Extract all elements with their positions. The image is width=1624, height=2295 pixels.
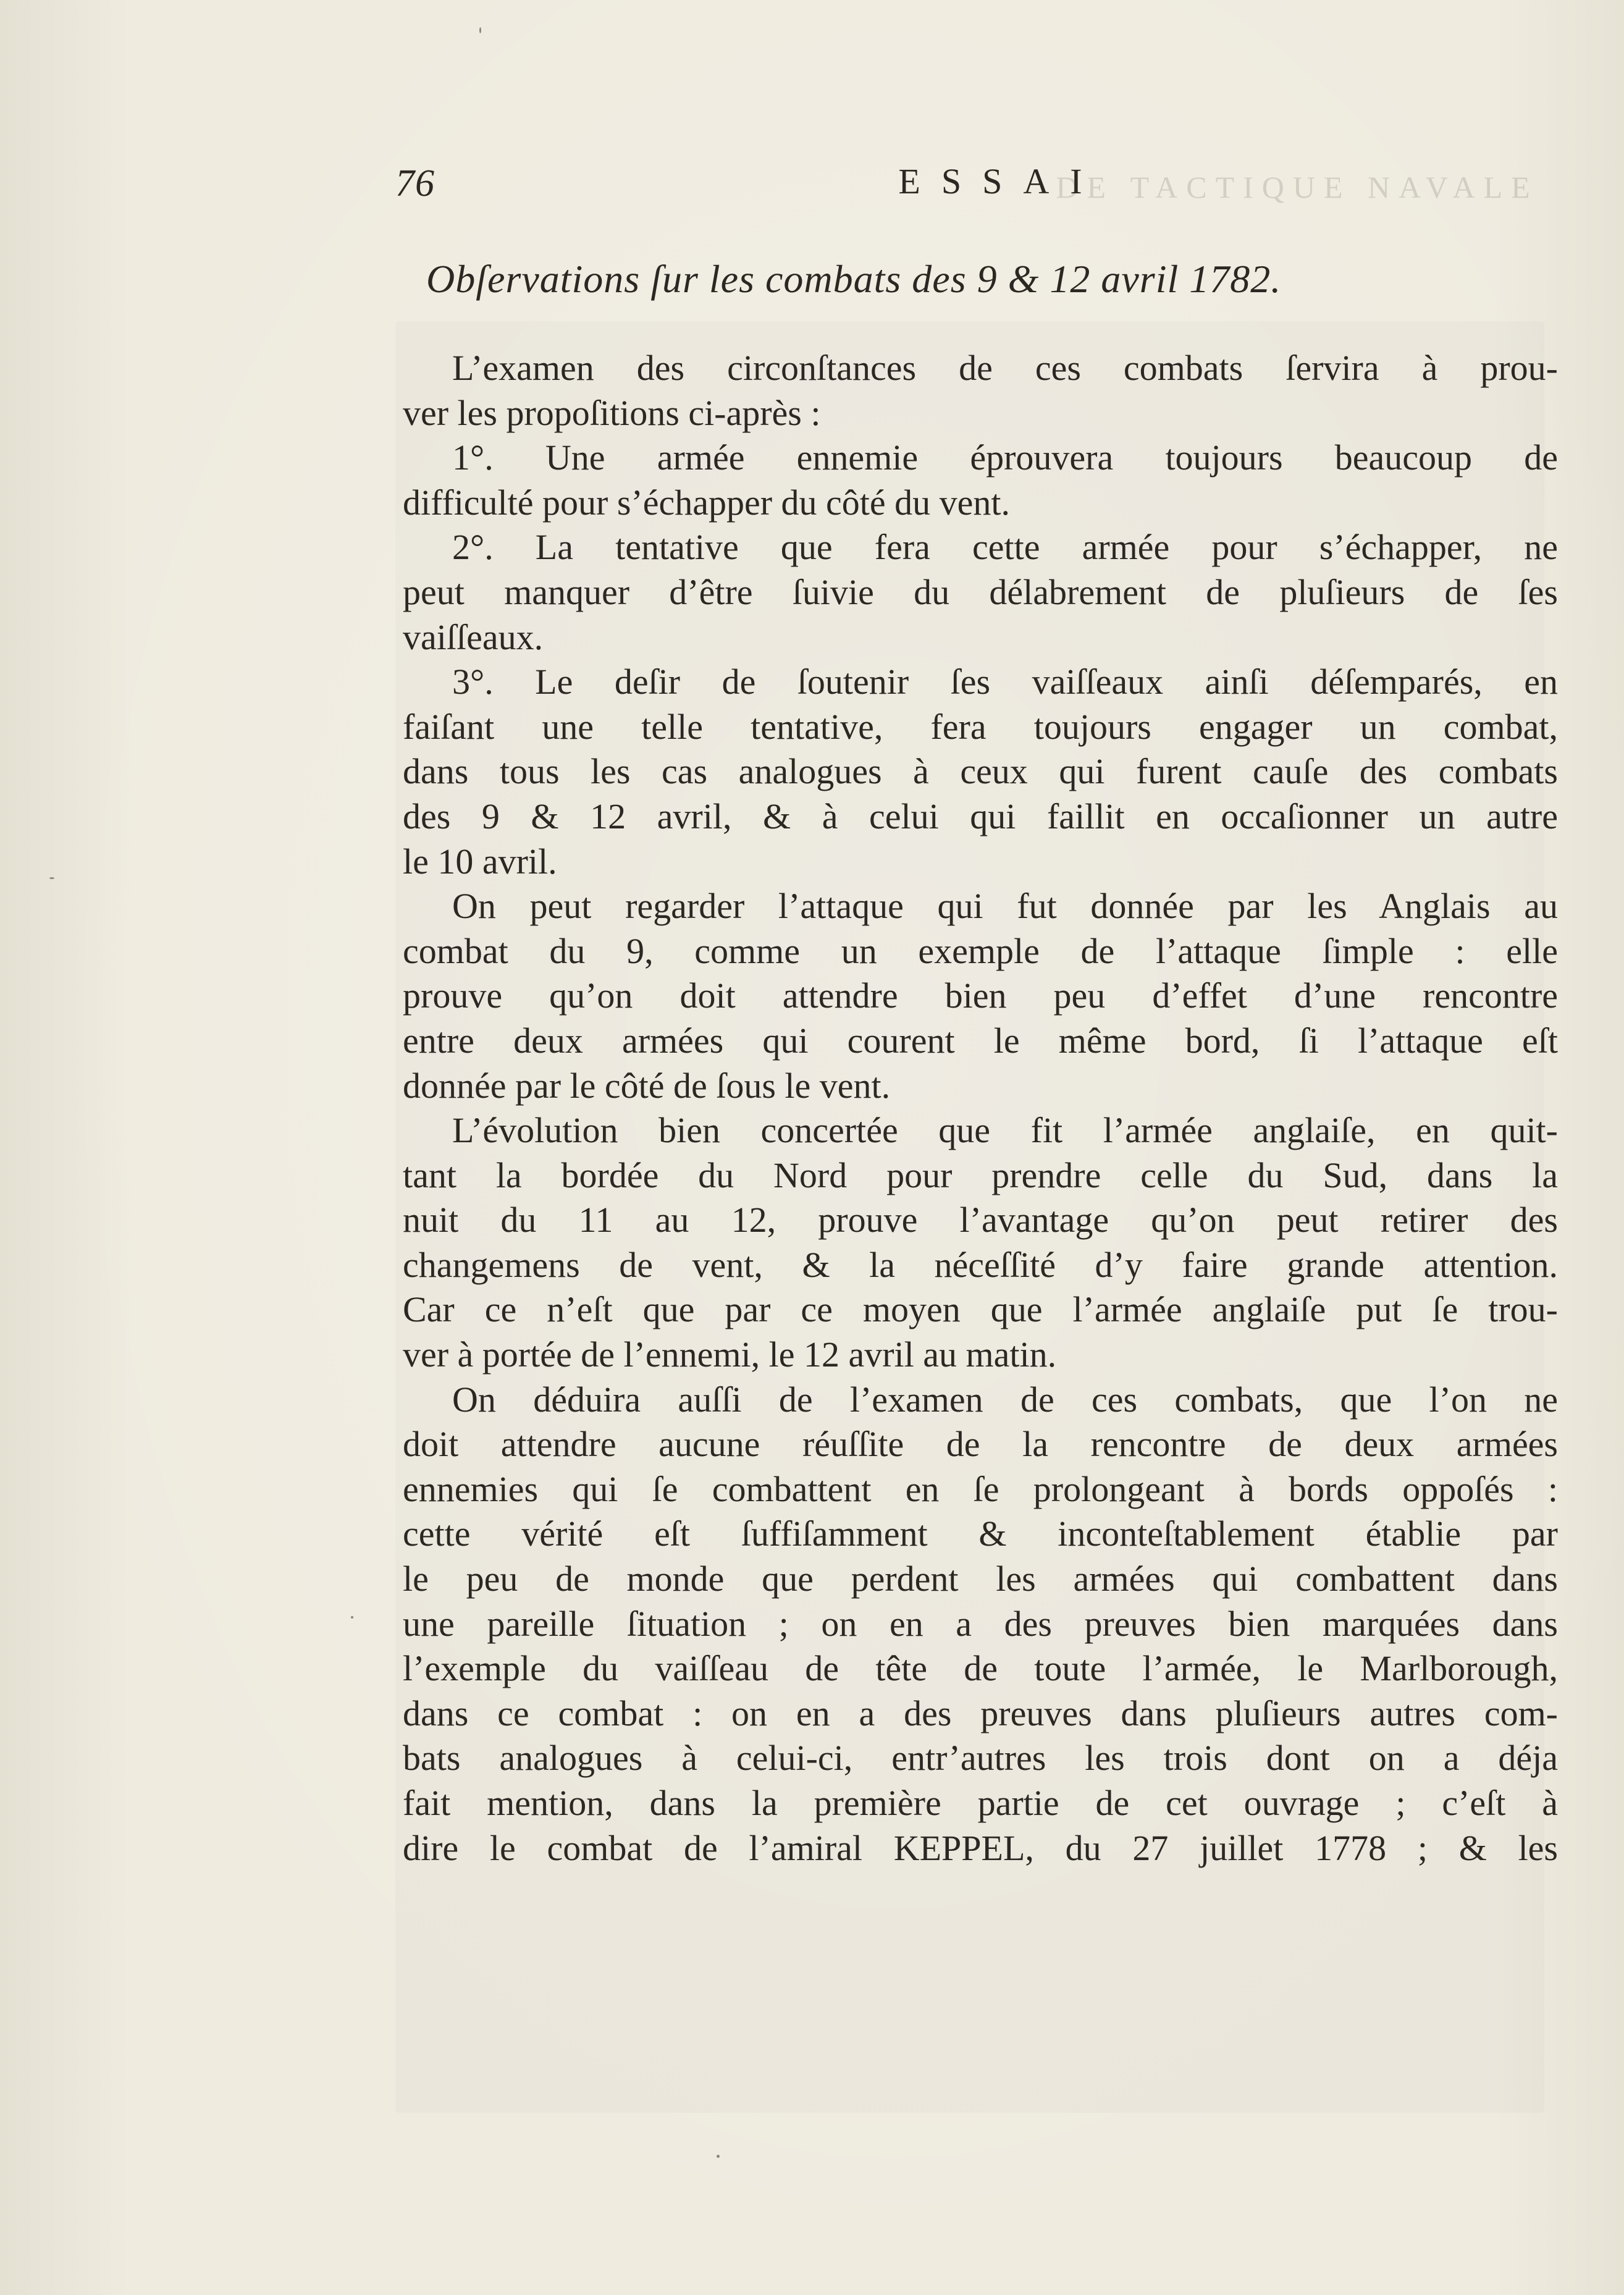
text-line: Car ce n’eſt que par ce moyen que l’armée anglaiſe put ſe trou- <box>403 1289 1558 1330</box>
text-line: le 10 avril. <box>403 841 557 882</box>
text-line: entre deux armées qui courent le même bord, ſi l’attaque eſt <box>403 1020 1558 1061</box>
text-line: une pareille ſituation ; on en a des preuves bien marquées dans <box>403 1603 1558 1644</box>
text-line: combat du 9, comme un exemple de l’attaque ſimple : elle <box>403 930 1558 971</box>
paper-speck <box>717 2155 720 2158</box>
text-line: faiſant une telle tentative, fera toujours engager un combat, <box>403 706 1558 747</box>
text-line: nuit du 11 au 12, prouve l’avantage qu’on peut retirer des <box>403 1200 1558 1240</box>
text-line: doit attendre aucune réuſſite de la rencontre de deux armées <box>403 1424 1558 1465</box>
text-line: ennemies qui ſe combattent en ſe prolongeant à bords oppoſés : <box>403 1468 1558 1509</box>
text-line: cette vérité eſt ſuffiſamment & inconteſtablement établie par <box>403 1514 1558 1554</box>
text-line: dire le combat de l’amiral KEPPEL, du 27 juillet 1778 ; & les <box>403 1827 1558 1868</box>
text-line: On déduira auſſi de l’examen de ces combats, que l’on ne <box>452 1379 1558 1420</box>
text-line: prouve qu’on doit attendre bien peu d’effet d’une rencontre <box>403 975 1558 1016</box>
text-line: bats analogues à celui-ci, entr’autres les trois dont on a déja <box>403 1738 1558 1779</box>
text-line: donnée par le côté de ſous le vent. <box>403 1065 891 1106</box>
running-head: ESSAI <box>898 161 1103 201</box>
text-line: vaiſſeaux. <box>403 617 544 657</box>
text-line: L’évolution bien concertée que fit l’armée anglaiſe, en quit- <box>452 1110 1558 1151</box>
body-text <box>403 346 1558 1871</box>
text-line: 2°. La tentative que fera cette armée pour s’échapper, ne <box>452 527 1558 568</box>
text-line: des 9 & 12 avril, & à celui qui faillit en occaſionner un autre <box>403 796 1558 836</box>
section-title: Obſervations ſur les combats des 9 & 12 avril 1782. <box>426 257 1282 301</box>
text-line: ver à portée de l’ennemi, le 12 avril au matin. <box>403 1334 1057 1375</box>
paper-speck <box>351 1616 353 1619</box>
text-line: changemens de vent, & la néceſſité d’y faire grande attention. <box>403 1244 1558 1285</box>
page-number: 76 <box>395 162 435 204</box>
page-header <box>395 154 1557 229</box>
show-through-running-head: DE TACTIQUE NAVALE <box>1056 170 1539 204</box>
text-line: ver les propoſitions ci-après : <box>403 392 821 433</box>
text-line: 1°. Une armée ennemie éprouvera toujours beaucoup de <box>452 437 1558 478</box>
text-line: dans ce combat : on en a des preuves dans pluſieurs autres com- <box>403 1693 1558 1733</box>
text-line: peut manquer d’être ſuivie du délabrement de pluſieurs de ſes <box>403 571 1558 612</box>
text-line: fait mention, dans la première partie de cet ouvrage ; c’eſt à <box>403 1783 1558 1823</box>
text-line: l’exemple du vaiſſeau de tête de toute l’armée, le Marlborough, <box>403 1648 1558 1689</box>
paper-speck <box>49 877 54 879</box>
text-line: difficulté pour s’échapper du côté du vent. <box>403 482 1010 523</box>
text-line: le peu de monde que perdent les armées qui combattent dans <box>403 1559 1558 1599</box>
text-line: On peut regarder l’attaque qui fut donnée par les Anglais au <box>452 886 1558 927</box>
text-line: L’examen des circonſtances de ces combats ſervira à prou- <box>452 348 1558 388</box>
text-line: tant la bordée du Nord pour prendre celle du Sud, dans la <box>403 1155 1558 1195</box>
text-line: 3°. Le deſir de ſoutenir ſes vaiſſeaux ainſi déſemparés, en <box>452 662 1558 702</box>
paper-speck <box>479 27 481 33</box>
text-line: dans tous les cas analogues à ceux qui furent cauſe des combats <box>403 751 1558 792</box>
